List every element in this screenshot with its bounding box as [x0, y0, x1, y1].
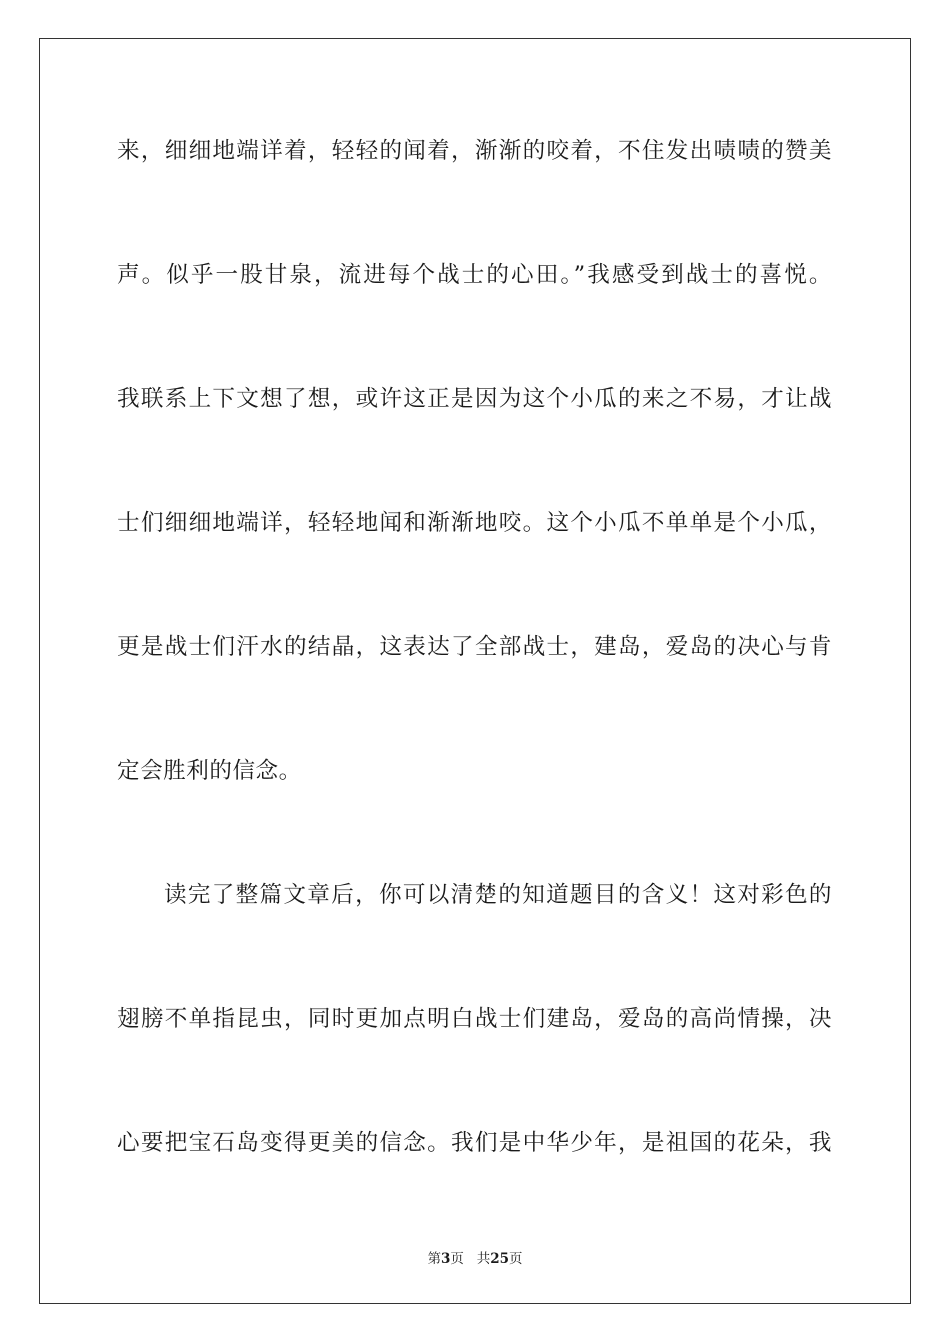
current-page-number: 3: [440, 1251, 451, 1267]
paragraph-start-line: 读完了整篇文章后，你可以清楚的知道题目的含义！这对彩色的: [164, 882, 832, 908]
text-line: 更是战士们汗水的结晶，这表达了全部战士，建岛，爱岛的决心与肯: [117, 634, 832, 660]
text-line: 心要把宝石岛变得更美的信念。我们是中华少年，是祖国的花朵，我: [117, 1130, 832, 1156]
page-prefix: 第: [427, 1251, 441, 1267]
text-line: 定会胜利的信念。: [117, 758, 302, 784]
total-prefix: 共: [476, 1251, 491, 1267]
text-line: 士们细细地端详，轻轻地闻和渐渐地咬。这个小瓜不单单是个小瓜，: [117, 510, 832, 536]
text-line: 声。似乎一股甘泉，流进每个战士的心田。”我感受到战士的喜悦。: [117, 262, 832, 288]
page-footer: [0, 1247, 950, 1267]
document-body: [117, 127, 832, 1243]
total-page-count: 25: [490, 1251, 510, 1267]
page-suffix: 页: [450, 1251, 464, 1267]
text-line: 翅膀不单指昆虫，同时更加点明白战士们建岛，爱岛的高尚情操，决: [117, 1006, 832, 1032]
text-line: 来，细细地端详着，轻轻的闻着，渐渐的咬着，不住发出啧啧的赞美: [117, 138, 832, 164]
text-line: 我联系上下文想了想，或许这正是因为这个小瓜的来之不易，才让战: [117, 386, 832, 412]
total-suffix: 页: [509, 1251, 523, 1267]
